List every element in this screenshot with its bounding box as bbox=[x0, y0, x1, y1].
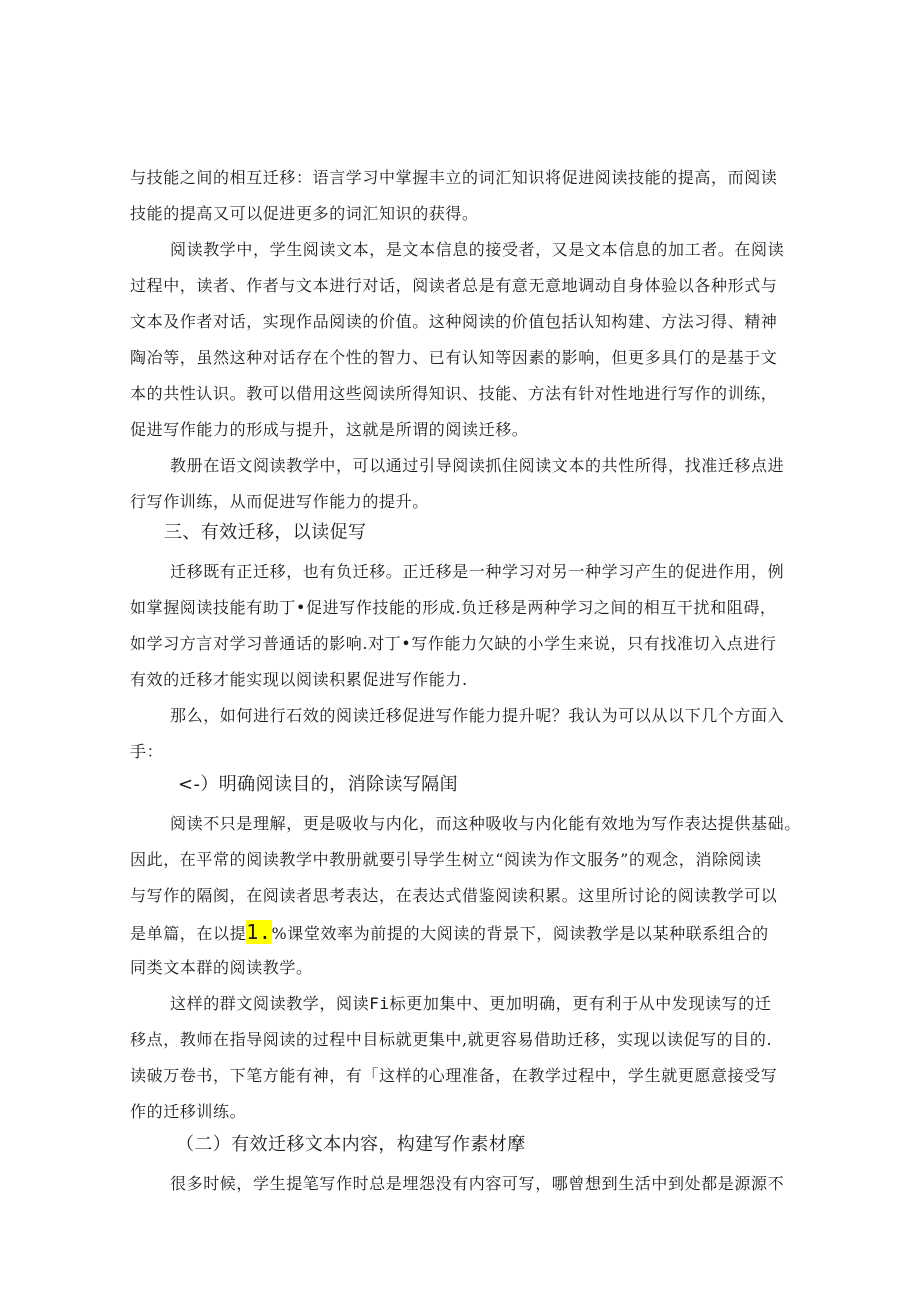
paragraph-line: 本的共性认识。教可以借用这些阅读所得知识、技能、方法有针对性地进行写作的训练， bbox=[130, 384, 778, 403]
paragraph-line: 如掌握阅读技能有助丁•促进写作技能的形成.负迁移是两种学习之间的相互干扰和阻碍， bbox=[130, 598, 777, 617]
section-heading: 三、有效迁移，以读促写 bbox=[164, 522, 367, 543]
paragraph-line: 作的迁移训练。 bbox=[130, 1102, 247, 1121]
paragraph-text: 是单篇，在以提 bbox=[130, 924, 247, 943]
paragraph-text: 这样的群文阅读教学，阅读 bbox=[170, 994, 370, 1013]
subsection-heading: （二）有效迁移文本内容，构建写作素材摩 bbox=[176, 1134, 526, 1155]
paragraph-line: 文本及作者对话，实现作品阅读的价值。这种阅读的价值包括认知构建、方法习得、精神 bbox=[130, 312, 778, 331]
paragraph-line: 移点，教师在指导阅读的过程中目标就更集中,就更容易借助迁移，实现以读促写的目的. bbox=[130, 1030, 773, 1049]
paragraph-line: 过程中，读者、作者与文本进行对话，阅读者总是有意无意地调动自身体验以各种形式与 bbox=[130, 276, 778, 295]
paragraph-line: 促进写作能力的形成与提升，这就是所谓的阅读迁移。 bbox=[130, 420, 529, 439]
paragraph-line: 读破万卷书，下笔方能有神，有「这样的心理准备，在教学过程中，学生就更愿意接受写 bbox=[130, 1066, 778, 1085]
subsection-heading: <-）明确阅读目的，消除读写隔闺 bbox=[178, 774, 458, 795]
paragraph-line: 手： bbox=[130, 742, 164, 761]
paragraph-line: 教册在语文阅读教学中，可以通过引导阅读抓住阅读文本的共性所得，找准迁移点进 bbox=[170, 456, 785, 475]
paragraph-line bbox=[170, 993, 771, 1015]
paragraph-line: 陶冶等，虽然这种对话存在个性的智力、已有认知等因素的影响，但更多具仃的是基于文 bbox=[130, 348, 778, 367]
paragraph-text: %课堂效率为前提的大阅读的背景下，阅读教学是以某种联系组合的 bbox=[271, 924, 769, 943]
paragraph-line: 行写作训练，从而促进写作能力的提升。 bbox=[130, 492, 429, 511]
paragraph-text: 标更加集中、更加明确，更有利于从中发现读写的迁 bbox=[389, 994, 772, 1013]
paragraph-line: 同类文本群的阅读教学。 bbox=[130, 958, 313, 977]
paragraph-line: 那么，如何进行石效的阅读迁移促进写作能力提升呢？我认为可以从以下几个方面入 bbox=[170, 706, 785, 725]
paragraph-line bbox=[130, 921, 769, 945]
garbled-text: Fi bbox=[369, 994, 390, 1013]
paragraph-line: 阅读不只是理解，更是吸收与内化，而这种吸收与内化能有效地为写作表达提供基础。 bbox=[170, 814, 801, 833]
highlighted-text: 1. bbox=[246, 920, 272, 944]
paragraph-line: 有效的迁移才能实现以阅读积累促进写作能力. bbox=[130, 670, 468, 689]
paragraph-line: 与写作的隔阂，在阅读者思考表达，在表达式借鉴阅读积累。这里所讨论的阅读教学可以 bbox=[130, 886, 778, 905]
paragraph-line: 很多时候，学生提笔写作时总是埋怨没有内容可写，哪曾想到生活中到处都是源源不 bbox=[170, 1174, 785, 1193]
paragraph-line: 与技能之间的相互迁移：语言学习中掌握丰立的词汇知识将促进阅读技能的提高，而阅读 bbox=[130, 168, 778, 187]
paragraph-line: 迁移既有正迁移，也有负迁移。正迁移是一种学习对另一种学习产生的促进作用，例 bbox=[170, 562, 785, 581]
paragraph-line: 如学习方言对学习普通话的影响.对丁•写作能力欠缺的小学生来说，只有找准切入点进行 bbox=[130, 634, 777, 653]
paragraph-line: 因此，在平常的阅读教学中教册就要引导学生树立“阅读为作文服务”的观念，消除阅读 bbox=[130, 850, 762, 869]
paragraph-line: 技能的提高又可以促进更多的词汇知识的获得。 bbox=[130, 204, 479, 223]
paragraph-line: 阅读教学中，学生阅读文本，是文本信息的接受者，又是文本信息的加工者。在阅读 bbox=[170, 240, 785, 259]
